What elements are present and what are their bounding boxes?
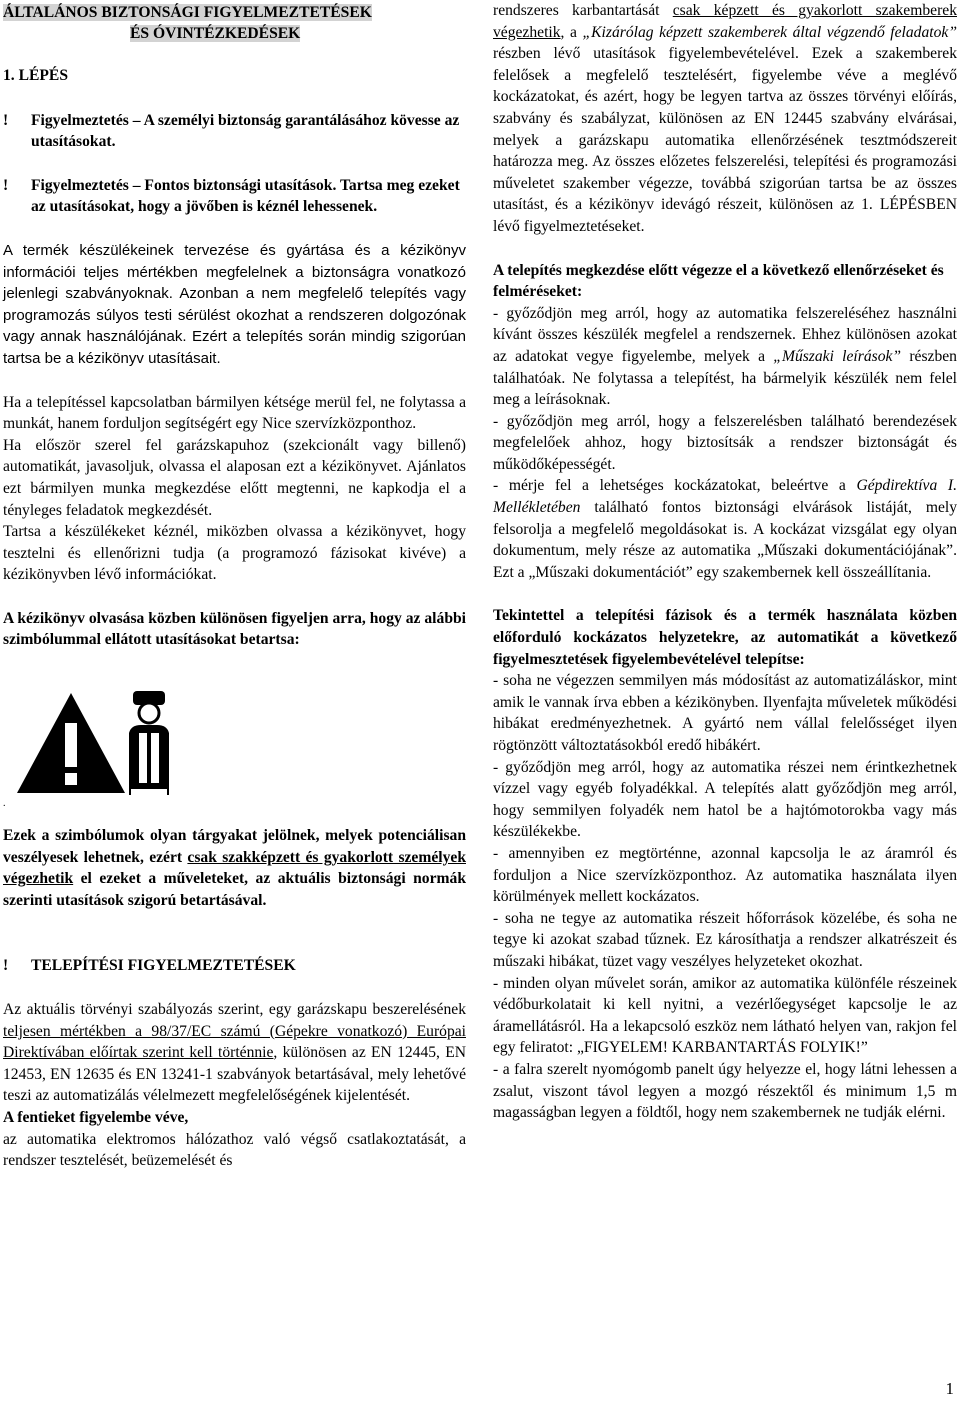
warning-2 <box>3 175 466 218</box>
phase-3: - amennyiben ez megtörténne, azonnal kapcsolja le az áramról és forduljon a Nice szervízközponthoz. Az automatika használata ilyen körülmények mellett kockázatos. <box>493 844 957 906</box>
symbol-explanation-b: el ezeket a műveleteket, az aktuális biztonsági normák szerinti utasítások szigorú betartásával. <box>3 870 466 909</box>
warning-1-mark: ! <box>3 111 9 129</box>
check-3-italic: Gépdirektíva I. Mellékletében <box>493 477 957 517</box>
maintenance-c: részben lévő utasítások figyelembevételével. Ezek a szakemberek felelősek a megfelelő tesztelésért, figyelembe véve a meglévő kockázatokat, és azért, hogy be legyen tartva az összes törvényi előírás, szabvány és szabályzat, különösen az EN 12445 szabvány elvárásai, melyek a garázskapu automatika ellenőrzésének tesztmódszereit határozza meg. Az összes előzetes felszerelési, telepítési és programozási műveletet szakember végezze, továbbá szigorúan tartsa be az összes utasítást, és a kézikönyv idevágó részeit, különösen az 1. LÉPÉSBEN lévő figyelmeztetéseket. <box>493 45 957 235</box>
check-1-italic: „Műszaki leírások” <box>773 347 902 365</box>
check-2: - győződjön meg arról, hogy a felszerelésben található berendezések megfelelőek ahhoz, hogy biztosítsák a rendszer biztonságát és működőképességét. <box>493 412 957 473</box>
check-3-a: - mérje fel a lehetséges kockázatokat, beleértve a <box>493 477 857 495</box>
paragraph-doubt: Ha a telepítéssel kapcsolatban bármilyen kétsége merül fel, ne folytassa a munkát, hanem forduljon segítségért egy Nice szervízközponthoz. <box>3 393 466 433</box>
checks-heading: A telepítés megkezdése előtt végezze el a következő ellenőrzéseket és felméréseket: <box>493 261 944 301</box>
phase-4: - soha ne tegye az automatika részeit hőforrások közelébe, és soha ne tegye ki azokat szabad tűznek. Ez károsíthatja a rendszer alkatrészeit és műszaki hibákat, tüzet vagy veszélyes helyzeteket okozhat. <box>493 909 957 970</box>
warning-1-text: Figyelmeztetés – A személyi biztonság garantálásához kövesse az utasításokat. <box>31 111 460 151</box>
symbol-dot: . <box>3 798 6 810</box>
check-1-b: részben találhatóak. Ne folytassa a telepítést, ha bármelyik készülék nem felel meg a leírásoknak. <box>493 347 957 409</box>
check-3-b: található fontos biztonsági elvárások listáját, mely felsorolja a megfelelő megoldásokat is. A kockázat vizsgálat egy olyan dokumentum, mely része az automatika „Műszaki dokumentációjának”. Ezt a „Műszaki dokumentációt” egy szakembernek kell összeállítania. <box>493 499 957 581</box>
symbol-intro: A kézikönyv olvasása közben különösen figyeljen arra, hogy az alábbi szimbólummal ellátott utasításokat betartsa: <box>3 609 466 649</box>
install-paragraph <box>3 999 466 1107</box>
maintenance-a: rendszeres karbantartását <box>493 2 673 19</box>
maintenance-paragraph <box>493 0 957 238</box>
warning-2-mark: ! <box>3 176 9 194</box>
phase-2: - győződjön meg arról, hogy az automatika részei nem érintkezhetnek vízzel vagy egyéb folyadékkal. A telepítés alatt győződjön meg arról, hogy semmilyen folyadék nem hatol be a hajtómotorokba vagy más készülékekbe. <box>493 758 957 841</box>
left-column <box>3 0 466 1172</box>
consider-text: az automatika elektromos hálózathoz való végső csatlakoztatását, a rendszer tesztelését, beüzemelését és <box>3 1130 466 1170</box>
safety-symbol <box>13 689 177 799</box>
check-1-a: - győződjön meg arról, hogy az automatika felszereléséhez használni kívánt összes készülék megfelel a rendszernek. Ehhez különösen azokat az adatokat vegye figyelembe, melyek a <box>493 304 957 365</box>
step-heading: 1. LÉPÉS <box>3 67 68 84</box>
right-column <box>493 0 957 1124</box>
install-paragraph-b: , különösen az EN 12445, EN 12453, EN 12635 és EN 13241-1 szabványok betartásával, mely lehetővé teszi az automatizálás vélelmezett megfelelőségének kijelentését. <box>3 1044 466 1105</box>
install-heading-mark: ! <box>3 957 9 975</box>
paragraph-first-install: Ha először szerel fel garázskapuhoz (szekcionált vagy billenő) automatikát, javasoljuk, olvassa el alaposan ezt a kézikönyvet. Ajánlatos ezt bármilyen munka megkezdése előtt megtenni, ne kapkodja el a tényleges feladatok megkezdését. <box>3 436 466 519</box>
technician-icon <box>129 691 169 795</box>
safety-symbol-graphic <box>13 689 177 799</box>
symbol-explanation-a: Ezek a szimbólumok olyan tárgyakat jelölnek, melyek potenciálisan veszélyesek lehetnek, ezért <box>3 827 466 866</box>
paragraph-safety-intro: A termék készülékeinek tervezése és gyártása és a kézikönyv információi teljes mértékben megfelelnek a biztonságra vonatkozó jelenlegi szabványoknak. Azonban a nem megfelelő telepítés vagy programozás súlyos testi sérülést okozhat a rendszeren dolgozónak vagy annak használójának. Ezért a telepítés során mindig szigorúan tartsa be a kézikönyv utasításait. <box>3 241 466 367</box>
consider-heading: A fentieket figyelembe véve, <box>3 1109 189 1126</box>
paragraph-keep-devices: Tartsa a készülékeket kéznél, miközben olvassa a kézikönyvet, hogy tesztelni és ellenőrizni tudja (a programozó fázisokat kivéve) a kézikönyvben lévő információkat. <box>3 523 466 584</box>
title-line-1: ÁLTALÁNOS BIZTONSÁGI FIGYELMEZTETÉSEK <box>3 4 372 21</box>
warning-2-text: Figyelmeztetés – Fontos biztonsági utasítások. Tartsa meg ezeket az utasításokat, hogy a jövőben is kéznél lehessenek. <box>31 176 460 216</box>
symbol-explanation-underlined: csak szakképzett és gyakorlott személyek végezhetik <box>3 848 466 888</box>
maintenance-underlined: csak képzett és gyakorlott szakemberek végezhetik <box>493 2 957 41</box>
check-3 <box>493 475 957 583</box>
maintenance-b: , a <box>560 23 583 41</box>
page-number: 1 <box>945 1379 954 1399</box>
phases-heading: Tekintettel a telepítési fázisok és a termék használata közben előforduló kockázatos helyzetekre, az automatikát a következő figyelmesztetések figyelembevételével telepítse: <box>493 607 957 668</box>
phase-1: - soha ne végezzen semmilyen más módosítást az automatizáláskor, mint amik le vannak írva ebben a kézikönyben. Ilyenfajta műveletek működési hibákat eredményezhetnek. A gyártó nem vállal felelősséget ilyen rögtönzött változtatásokból eredő hibákért. <box>493 672 957 754</box>
phase-6: - a falra szerelt nyomógomb panelt úgy helyezze el, hogy látni lehessen a zsalut, viszont távol legyen a mozgó részektől és minimum 1,5 m magasságban legyen a földtől, hogy nem szakembernek ne tudják elérni. <box>493 1060 957 1122</box>
page-title <box>3 2 466 44</box>
title-line-2: ÉS ÓVINTÉZKEDÉSEK <box>130 25 301 42</box>
warning-1 <box>3 110 466 153</box>
maintenance-italic: „Kizárólag képzett szakemberek által végzendő feladatok” <box>582 23 958 41</box>
symbol-explanation <box>3 825 466 911</box>
install-heading-text: TELEPÍTÉSI FIGYELMEZTETÉSEK <box>31 957 296 975</box>
phase-5: - minden olyan művelet során, amikor az automatika különféle részeinek védőburkolatait ki kell nyitni, a vezérlőegységet kapcsolje le az áramellátásról. Ha a lekapcsoló eszköz nem látható helyen van, rakjon fel egy feliratot: „FIGYELEM! KARBANTARTÁS FOLYIK!” <box>493 974 957 1057</box>
install-paragraph-underlined: teljesen mértékben a 98/37/EC számú (Gépekre vonatkozó) Európai Direktívában előírtak szerint kell történnie <box>3 1022 466 1062</box>
check-1 <box>493 303 957 411</box>
install-paragraph-a: Az aktuális törvényi szabályozás szerint, egy garázskapu beszerelésének <box>3 1001 466 1019</box>
install-heading <box>3 955 466 977</box>
